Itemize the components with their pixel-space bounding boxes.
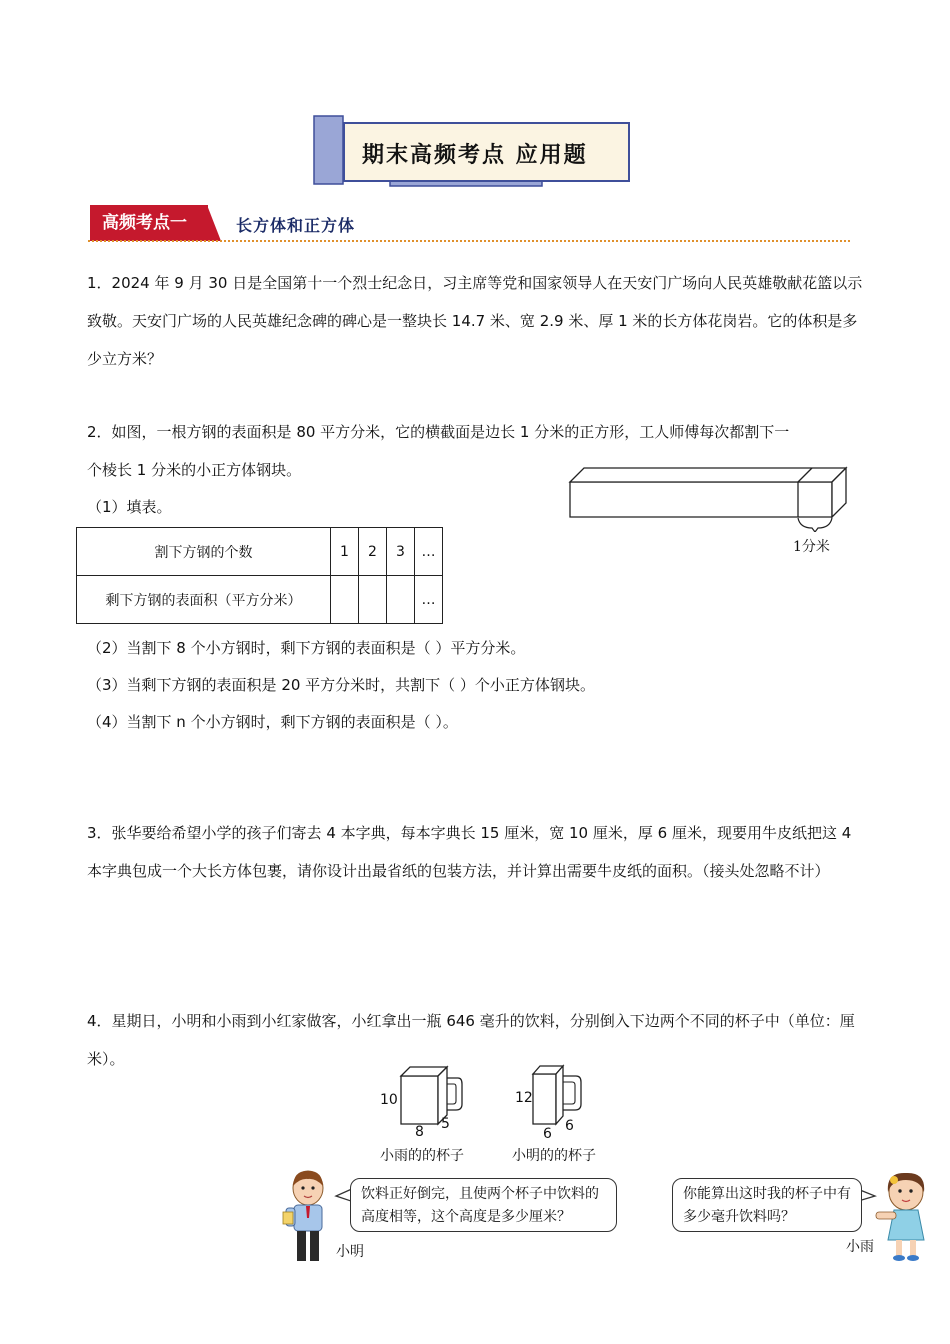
cup-xiaoming-length: 6 [543, 1126, 552, 1142]
table-cell: … [415, 528, 443, 576]
cup-xiaoyu-width: 5 [441, 1116, 450, 1132]
cup-xiaoyu-caption: 小雨的的杯子 [380, 1148, 464, 1164]
table-row [77, 576, 443, 624]
section-topic: 长方体和正方体 [236, 216, 356, 235]
question-3: 3．张华要给希望小学的孩子们寄去 4 本字典，每本字典长 15 厘米，宽 10 厘米，厚 6 厘米，现要用牛皮纸把这 4 本字典包成一个大长方体包裹，请你设计出最省纸的包装方法，并计算出需要牛皮纸的面积。（接头处忽略不计） [87, 824, 852, 880]
xiaoming-name: 小明 [336, 1244, 364, 1260]
question-2-line1: 2．如图，一根方钢的表面积是 80 平方分米，它的横截面是边长 1 分米的正方形，工人师傅每次都割下一 [87, 423, 790, 441]
cup-xiaoming-width: 6 [565, 1118, 574, 1134]
section-label-arrow [207, 205, 221, 241]
table-answer-cell[interactable] [359, 576, 387, 624]
page-title: 期末高频考点 应用题 [362, 142, 588, 168]
table-answer-cell[interactable] [387, 576, 415, 624]
steel-bar-figure [566, 462, 856, 532]
fill-table [76, 527, 443, 624]
xiaoming-speech-bubble: 饮料正好倒完，且使两个杯子中饮料的高度相等，这个高度是多少厘米？ [350, 1178, 617, 1232]
figure-label-1dm: 1分米 [793, 539, 830, 555]
question-2-sub1: （1）填表。 [87, 498, 172, 516]
table-row [77, 528, 443, 576]
table-cell: 1 [331, 528, 359, 576]
cup-xiaoyu-length: 8 [415, 1124, 424, 1140]
section-label: 高频考点一 [90, 205, 208, 241]
table-header-area: 剩下方钢的表面积（平方分米） [77, 576, 331, 624]
question-2-sub3: （3）当剩下方钢的表面积是 20 平方分米时，共割下（ ）个小正方体钢块。 [87, 676, 595, 694]
cup-xiaoming-figure [530, 1062, 590, 1130]
table-cell: 3 [387, 528, 415, 576]
cup-xiaoming-caption: 小明的的杯子 [512, 1148, 596, 1164]
section-divider [88, 240, 850, 242]
table-cell: 2 [359, 528, 387, 576]
table-answer-cell[interactable] [331, 576, 359, 624]
question-2-line2: 个棱长 1 分米的小正方体钢块。 [87, 461, 302, 479]
xiaoyu-speech-bubble: 你能算出这时我的杯子中有多少毫升饮料吗？ [672, 1178, 862, 1232]
question-1: 1．2024 年 9 月 30 日是全国第十一个烈士纪念日，习主席等党和国家领导人在天安门广场向人民英雄敬献花篮以示致敬。天安门广场的人民英雄纪念碑的碑心是一整块长 14.7 米、宽 2.9 米、厚 1 米的长方体花岗岩。它的体积是多少立方米？ [87, 274, 863, 368]
cup-xiaoming-height: 12 [515, 1090, 533, 1106]
xiaoyu-character-icon [872, 1170, 936, 1262]
table-header-count: 割下方钢的个数 [77, 528, 331, 576]
question-2-sub4: （4）当割下 n 个小方钢时，剩下方钢的表面积是（ ）。 [87, 713, 458, 731]
question-2-sub2: （2）当割下 8 个小方钢时，剩下方钢的表面积是（ ）平方分米。 [87, 639, 526, 657]
question-4: 4．星期日，小明和小雨到小红家做客，小红拿出一瓶 646 毫升的饮料，分别倒入下边两个不同的杯子中（单位：厘米）。 [87, 1012, 855, 1068]
xiaoming-character-icon [280, 1168, 336, 1266]
xiaoyu-name: 小雨 [846, 1239, 874, 1255]
cup-xiaoyu-height: 10 [380, 1092, 398, 1108]
cup-xiaoyu-figure [398, 1064, 468, 1130]
table-cell: … [415, 576, 443, 624]
